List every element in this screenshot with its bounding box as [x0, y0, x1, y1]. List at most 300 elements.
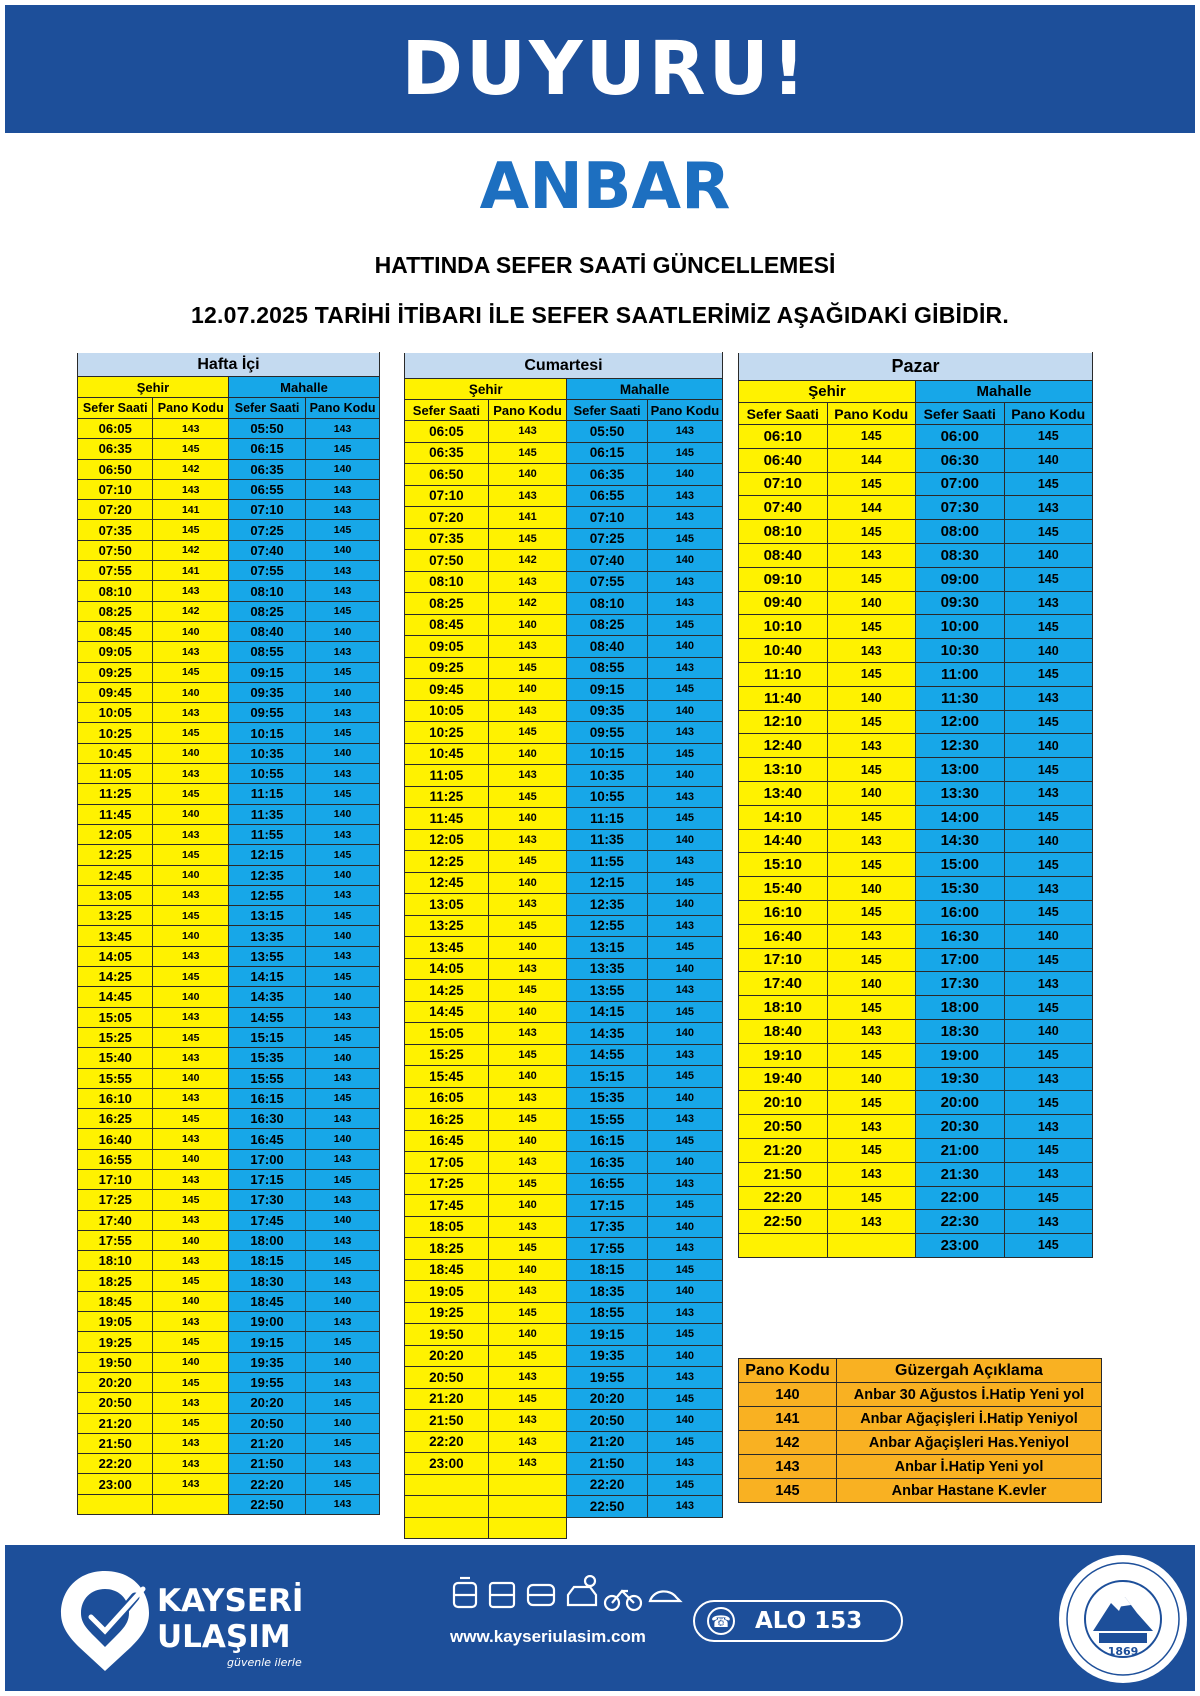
mahalle-group-header: Mahalle	[916, 381, 1093, 403]
legend-description-header: Güzergah Açıklama	[837, 1359, 1102, 1383]
mahalle-route-code: 145	[306, 662, 380, 682]
sehir-departure-time: 09:45	[405, 679, 489, 701]
sehir-route-code: 145	[827, 472, 916, 496]
sehir-route-code	[827, 1234, 916, 1258]
table-row	[78, 1027, 380, 1047]
sehir-departure-time: 20:10	[739, 1091, 828, 1115]
table-row	[405, 1302, 723, 1324]
table-row	[739, 1234, 1093, 1258]
table-row	[405, 1410, 723, 1432]
sehir-route-code: 143	[153, 1129, 228, 1149]
mahalle-route-code: 143	[306, 764, 380, 784]
mahalle-route-code: 145	[1004, 900, 1093, 924]
mahalle-departure-time: 05:50	[567, 421, 647, 443]
table-row	[405, 507, 723, 529]
mahalle-route-code: 143	[647, 507, 722, 529]
sehir-departure-time: 20:20	[78, 1372, 153, 1392]
sehir-departure-time: 11:25	[78, 784, 153, 804]
code-column-header: Pano Kodu	[153, 398, 228, 419]
mahalle-departure-time: 10:30	[916, 639, 1005, 663]
table-row	[739, 710, 1093, 734]
table-row	[78, 1291, 380, 1311]
legend-code: 141	[739, 1407, 837, 1431]
mahalle-departure-time: 14:30	[916, 829, 1005, 853]
mahalle-route-code: 143	[647, 1453, 722, 1475]
table-row	[739, 1067, 1093, 1091]
table-row	[405, 614, 723, 636]
mahalle-departure-time: 12:35	[567, 894, 647, 916]
sehir-departure-time: 13:25	[78, 906, 153, 926]
sehir-route-code: 143	[488, 958, 567, 980]
mahalle-departure-time: 06:00	[916, 425, 1005, 449]
hotline-badge[interactable]	[693, 1600, 903, 1642]
sehir-route-code: 140	[153, 682, 228, 702]
mahalle-departure-time: 21:30	[916, 1162, 1005, 1186]
mahalle-departure-time: 10:00	[916, 615, 1005, 639]
sehir-departure-time: 14:45	[78, 987, 153, 1007]
mahalle-route-code: 145	[306, 723, 380, 743]
table-row	[405, 1152, 723, 1174]
mahalle-route-code: 143	[1004, 1210, 1093, 1234]
sehir-departure-time: 09:25	[405, 657, 489, 679]
mahalle-route-code: 143	[647, 421, 722, 443]
sehir-route-code: 143	[827, 639, 916, 663]
sehir-departure-time: 07:10	[78, 479, 153, 499]
effective-date-notice: 12.07.2025 TARİHİ İTİBARI İLE SEFER SAATLERİMİZ AŞAĞIDAKİ GİBİDİR.	[191, 302, 1009, 328]
sehir-route-code: 145	[827, 948, 916, 972]
table-row	[405, 1496, 723, 1518]
mahalle-route-code: 140	[647, 550, 722, 572]
sehir-route-code: 143	[153, 885, 228, 905]
table-row	[405, 1066, 723, 1088]
table-row	[739, 829, 1093, 853]
table-row	[405, 1259, 723, 1281]
table-row	[405, 1087, 723, 1109]
sehir-departure-time: 18:40	[739, 1019, 828, 1043]
sehir-route-code: 145	[827, 710, 916, 734]
sehir-departure-time: 15:40	[739, 877, 828, 901]
sehir-route-code: 140	[153, 865, 228, 885]
table-row	[405, 765, 723, 787]
mahalle-departure-time: 12:15	[228, 845, 305, 865]
mahalle-route-code: 140	[306, 926, 380, 946]
sehir-departure-time: 08:45	[78, 621, 153, 641]
sehir-route-code	[488, 1474, 567, 1496]
mahalle-route-code: 140	[647, 464, 722, 486]
sehir-departure-time: 08:25	[405, 593, 489, 615]
mahalle-departure-time: 08:30	[916, 543, 1005, 567]
legend-route-description: Anbar Ağaçişleri Has.Yeniyol	[837, 1431, 1102, 1455]
mahalle-departure-time: 06:55	[567, 485, 647, 507]
sehir-route-code: 145	[488, 1345, 567, 1367]
mahalle-departure-time: 18:15	[567, 1259, 647, 1281]
sehir-departure-time: 16:10	[78, 1088, 153, 1108]
mahalle-departure-time: 17:00	[228, 1149, 305, 1169]
mahalle-departure-time: 14:00	[916, 805, 1005, 829]
sehir-route-code: 143	[488, 1367, 567, 1389]
mahalle-route-code: 143	[647, 593, 722, 615]
mahalle-route-code: 145	[1004, 615, 1093, 639]
sehir-departure-time: 08:25	[78, 601, 153, 621]
sehir-route-code: 140	[488, 1130, 567, 1152]
sehir-route-code: 145	[827, 805, 916, 829]
table-row	[78, 1413, 380, 1433]
mahalle-departure-time: 10:35	[228, 743, 305, 763]
mahalle-route-code: 145	[306, 967, 380, 987]
sehir-route-code: 143	[153, 1007, 228, 1027]
table-row	[78, 784, 380, 804]
mahalle-route-code: 140	[1004, 639, 1093, 663]
table-row	[405, 1367, 723, 1389]
sehir-group-header: Şehir	[78, 377, 229, 398]
table-row	[78, 723, 380, 743]
sehir-departure-time: 13:45	[405, 937, 489, 959]
mahalle-route-code: 140	[1004, 829, 1093, 853]
mahalle-route-code: 140	[306, 1210, 380, 1230]
sehir-route-code: 145	[827, 1138, 916, 1162]
mahalle-route-code: 145	[1004, 853, 1093, 877]
sehir-departure-time: 13:40	[739, 781, 828, 805]
sehir-departure-time: 10:25	[405, 722, 489, 744]
sehir-departure-time: 07:35	[405, 528, 489, 550]
table-row	[739, 972, 1093, 996]
mahalle-route-code: 145	[1004, 758, 1093, 782]
mahalle-route-code: 140	[1004, 543, 1093, 567]
table-row	[78, 520, 380, 540]
mahalle-departure-time: 11:15	[567, 808, 647, 830]
mahalle-departure-time: 09:55	[228, 703, 305, 723]
sehir-departure-time: 08:10	[739, 520, 828, 544]
mahalle-departure-time: 09:00	[916, 567, 1005, 591]
mahalle-departure-time: 13:35	[228, 926, 305, 946]
sehir-route-code: 145	[488, 786, 567, 808]
mahalle-departure-time: 07:40	[228, 540, 305, 560]
mahalle-departure-time: 22:00	[916, 1186, 1005, 1210]
table-row	[78, 1433, 380, 1453]
table-row	[78, 946, 380, 966]
sehir-route-code: 143	[488, 485, 567, 507]
sehir-departure-time: 07:20	[78, 500, 153, 520]
sehir-route-code: 143	[488, 1152, 567, 1174]
mahalle-departure-time: 22:20	[567, 1474, 647, 1496]
table-row	[78, 906, 380, 926]
sehir-departure-time: 10:05	[78, 703, 153, 723]
table-row	[739, 734, 1093, 758]
sehir-departure-time: 06:10	[739, 425, 828, 449]
code-column-header: Pano Kodu	[488, 400, 567, 421]
mahalle-route-code: 145	[1004, 1091, 1093, 1115]
mahalle-route-code: 143	[647, 1044, 722, 1066]
sehir-departure-time: 12:05	[405, 829, 489, 851]
sunday-schedule-table	[738, 352, 1093, 1258]
website-link[interactable]: www.kayseriulasim.com	[450, 1627, 646, 1646]
sehir-route-code: 145	[153, 845, 228, 865]
table-row	[739, 567, 1093, 591]
mahalle-route-code: 145	[306, 1169, 380, 1189]
table-row	[739, 591, 1093, 615]
mahalle-departure-time: 16:45	[228, 1129, 305, 1149]
mahalle-departure-time: 19:15	[567, 1324, 647, 1346]
table-row	[405, 743, 723, 765]
mahalle-departure-time: 14:55	[228, 1007, 305, 1027]
mahalle-route-code: 143	[306, 500, 380, 520]
table-row	[739, 448, 1093, 472]
mahalle-departure-time: 08:55	[567, 657, 647, 679]
sehir-departure-time: 23:00	[405, 1453, 489, 1475]
sehir-route-code: 140	[153, 1291, 228, 1311]
sehir-route-code: 140	[153, 1352, 228, 1372]
sehir-route-code: 142	[153, 459, 228, 479]
sehir-route-code: 141	[153, 561, 228, 581]
mahalle-departure-time: 20:50	[567, 1410, 647, 1432]
mahalle-route-code: 145	[1004, 1043, 1093, 1067]
table-row	[78, 1048, 380, 1068]
sehir-departure-time	[405, 1517, 489, 1539]
sehir-route-code: 143	[827, 1019, 916, 1043]
table-row	[78, 743, 380, 763]
time-column-header: Sefer Saati	[567, 400, 647, 421]
table-row	[405, 679, 723, 701]
table-row	[405, 1130, 723, 1152]
legend-row	[739, 1431, 1102, 1455]
table-row	[78, 865, 380, 885]
sehir-departure-time: 15:45	[405, 1066, 489, 1088]
sehir-departure-time: 06:40	[739, 448, 828, 472]
table-row	[739, 1115, 1093, 1139]
mahalle-route-code: 140	[306, 865, 380, 885]
sehir-departure-time: 06:35	[78, 439, 153, 459]
mahalle-route-code: 145	[647, 1195, 722, 1217]
mahalle-departure-time: 09:15	[228, 662, 305, 682]
mahalle-route-code: 140	[306, 1413, 380, 1433]
mahalle-departure-time: 20:20	[567, 1388, 647, 1410]
sehir-departure-time: 16:25	[405, 1109, 489, 1131]
mahalle-departure-time: 16:30	[916, 924, 1005, 948]
table-row	[739, 853, 1093, 877]
mahalle-route-code: 145	[647, 937, 722, 959]
mahalle-departure-time: 15:55	[228, 1068, 305, 1088]
table-row	[739, 781, 1093, 805]
sehir-route-code: 143	[153, 1312, 228, 1332]
sehir-departure-time: 12:40	[739, 734, 828, 758]
mahalle-route-code: 145	[1004, 425, 1093, 449]
mahalle-route-code: 140	[647, 1152, 722, 1174]
mahalle-departure-time: 13:15	[228, 906, 305, 926]
sehir-route-code: 144	[827, 448, 916, 472]
mahalle-departure-time: 11:35	[567, 829, 647, 851]
sehir-route-code: 145	[153, 439, 228, 459]
table-row	[78, 967, 380, 987]
mahalle-departure-time: 19:30	[916, 1067, 1005, 1091]
mahalle-route-code: 145	[647, 528, 722, 550]
sehir-departure-time: 16:05	[405, 1087, 489, 1109]
sehir-departure-time: 15:05	[78, 1007, 153, 1027]
mahalle-route-code: 140	[647, 1281, 722, 1303]
sehir-departure-time: 17:25	[78, 1190, 153, 1210]
sehir-route-code: 145	[153, 1109, 228, 1129]
sehir-departure-time: 11:10	[739, 662, 828, 686]
table-row	[739, 615, 1093, 639]
sehir-route-code: 145	[488, 1302, 567, 1324]
sehir-route-code: 143	[153, 824, 228, 844]
sehir-route-code: 143	[153, 703, 228, 723]
mahalle-departure-time: 06:30	[916, 448, 1005, 472]
sehir-route-code: 143	[153, 1210, 228, 1230]
announcement-banner	[5, 5, 1195, 133]
sehir-route-code: 145	[488, 722, 567, 744]
table-row	[405, 722, 723, 744]
mahalle-departure-time: 07:40	[567, 550, 647, 572]
mahalle-departure-time: 11:55	[228, 824, 305, 844]
sehir-route-code: 145	[488, 657, 567, 679]
sehir-route-code: 140	[488, 872, 567, 894]
sehir-route-code: 140	[488, 743, 567, 765]
sehir-route-code: 145	[153, 1027, 228, 1047]
sehir-route-code: 143	[153, 764, 228, 784]
legend-code-header: Pano Kodu	[739, 1359, 837, 1383]
mahalle-departure-time: 11:55	[567, 851, 647, 873]
table-row	[739, 877, 1093, 901]
mahalle-route-code: 140	[647, 700, 722, 722]
sehir-route-code: 145	[827, 662, 916, 686]
mahalle-departure-time: 08:40	[567, 636, 647, 658]
sehir-route-code: 143	[488, 421, 567, 443]
table-row	[405, 937, 723, 959]
phone-icon: ☎	[707, 1607, 735, 1635]
table-row	[739, 1162, 1093, 1186]
table-row	[739, 1138, 1093, 1162]
table-row	[78, 845, 380, 865]
brand-name	[157, 1583, 303, 1671]
mahalle-departure-time: 15:00	[916, 853, 1005, 877]
mahalle-route-code: 145	[306, 1088, 380, 1108]
mahalle-departure-time: 17:15	[228, 1169, 305, 1189]
table-row	[739, 543, 1093, 567]
sehir-departure-time: 14:40	[739, 829, 828, 853]
table-row	[78, 561, 380, 581]
table-row	[739, 662, 1093, 686]
route-code-legend	[738, 1358, 1102, 1503]
sehir-route-code: 145	[153, 1372, 228, 1392]
sehir-departure-time: 19:05	[78, 1312, 153, 1332]
legend-route-description: Anbar Ağaçişleri İ.Hatip Yeniyol	[837, 1407, 1102, 1431]
mahalle-departure-time: 18:45	[228, 1291, 305, 1311]
mahalle-route-code: 140	[1004, 924, 1093, 948]
mahalle-departure-time: 16:55	[567, 1173, 647, 1195]
sehir-departure-time: 14:05	[405, 958, 489, 980]
mahalle-departure-time: 17:45	[228, 1210, 305, 1230]
mahalle-departure-time: 09:30	[916, 591, 1005, 615]
mahalle-departure-time: 14:35	[228, 987, 305, 1007]
table-row	[739, 1019, 1093, 1043]
mahalle-route-code: 143	[1004, 1115, 1093, 1139]
sehir-departure-time: 09:05	[78, 642, 153, 662]
table-row	[78, 885, 380, 905]
mahalle-route-code: 145	[306, 1251, 380, 1271]
mahalle-departure-time: 18:15	[228, 1251, 305, 1271]
mahalle-route-code: 143	[306, 1230, 380, 1250]
sehir-departure-time: 11:45	[405, 808, 489, 830]
sehir-route-code: 145	[488, 1109, 567, 1131]
mahalle-group-header: Mahalle	[567, 379, 723, 400]
sehir-route-code: 145	[153, 520, 228, 540]
mahalle-route-code: 143	[647, 980, 722, 1002]
sehir-departure-time: 17:25	[405, 1173, 489, 1195]
sehir-route-code: 143	[153, 1454, 228, 1474]
mahalle-departure-time: 19:00	[916, 1043, 1005, 1067]
sehir-departure-time: 11:05	[405, 765, 489, 787]
mahalle-route-code: 143	[647, 571, 722, 593]
sehir-departure-time: 06:05	[78, 419, 153, 439]
mahalle-departure-time: 18:35	[567, 1281, 647, 1303]
table-row	[739, 1186, 1093, 1210]
seal-year: 1869	[1107, 1645, 1139, 1658]
sehir-departure-time: 20:50	[78, 1393, 153, 1413]
sehir-route-code: 145	[488, 1173, 567, 1195]
line-name: ANBAR	[479, 150, 731, 224]
mahalle-departure-time: 08:00	[916, 520, 1005, 544]
sehir-route-code: 143	[488, 636, 567, 658]
mahalle-route-code: 143	[1004, 686, 1093, 710]
sehir-route-code: 145	[153, 1413, 228, 1433]
mahalle-departure-time: 10:35	[567, 765, 647, 787]
sehir-departure-time: 14:45	[405, 1001, 489, 1023]
sehir-departure-time	[739, 1234, 828, 1258]
legend-row	[739, 1455, 1102, 1479]
mahalle-route-code: 145	[1004, 567, 1093, 591]
table-row	[78, 540, 380, 560]
sehir-route-code: 143	[153, 1169, 228, 1189]
sehir-route-code: 142	[153, 601, 228, 621]
hotline-number: ALO 153	[755, 1608, 863, 1634]
mahalle-route-code: 140	[306, 1129, 380, 1149]
sehir-route-code: 143	[153, 1433, 228, 1453]
mahalle-departure-time: 18:00	[228, 1230, 305, 1250]
mahalle-departure-time: 13:15	[567, 937, 647, 959]
table-row	[78, 1372, 380, 1392]
mahalle-departure-time: 15:30	[916, 877, 1005, 901]
sehir-route-code: 145	[153, 1271, 228, 1291]
mahalle-departure-time: 09:35	[567, 700, 647, 722]
sehir-departure-time: 18:25	[405, 1238, 489, 1260]
sehir-route-code: 145	[153, 1332, 228, 1352]
sehir-departure-time: 18:10	[78, 1251, 153, 1271]
table-row	[78, 1494, 380, 1514]
table-row	[405, 894, 723, 916]
brand-line-2: ULAŞIM	[157, 1619, 291, 1655]
sehir-route-code: 143	[488, 571, 567, 593]
sehir-route-code: 140	[153, 926, 228, 946]
mahalle-route-code: 140	[647, 765, 722, 787]
mahalle-route-code: 140	[306, 1048, 380, 1068]
sehir-departure-time: 17:40	[739, 972, 828, 996]
sehir-departure-time: 17:45	[405, 1195, 489, 1217]
legend-route-description: Anbar 30 Ağustos İ.Hatip Yeni yol	[837, 1383, 1102, 1407]
table-row	[739, 805, 1093, 829]
table-row	[78, 1190, 380, 1210]
sehir-route-code: 143	[153, 1251, 228, 1271]
mahalle-route-code: 145	[647, 1431, 722, 1453]
sehir-departure-time: 12:45	[405, 872, 489, 894]
mahalle-route-code: 140	[1004, 734, 1093, 758]
sehir-route-code	[488, 1496, 567, 1518]
mahalle-route-code: 140	[647, 1345, 722, 1367]
mahalle-departure-time: 22:50	[567, 1496, 647, 1518]
sehir-departure-time: 19:05	[405, 1281, 489, 1303]
mahalle-departure-time: 15:15	[567, 1066, 647, 1088]
mahalle-route-code: 143	[647, 1302, 722, 1324]
table-row	[405, 528, 723, 550]
